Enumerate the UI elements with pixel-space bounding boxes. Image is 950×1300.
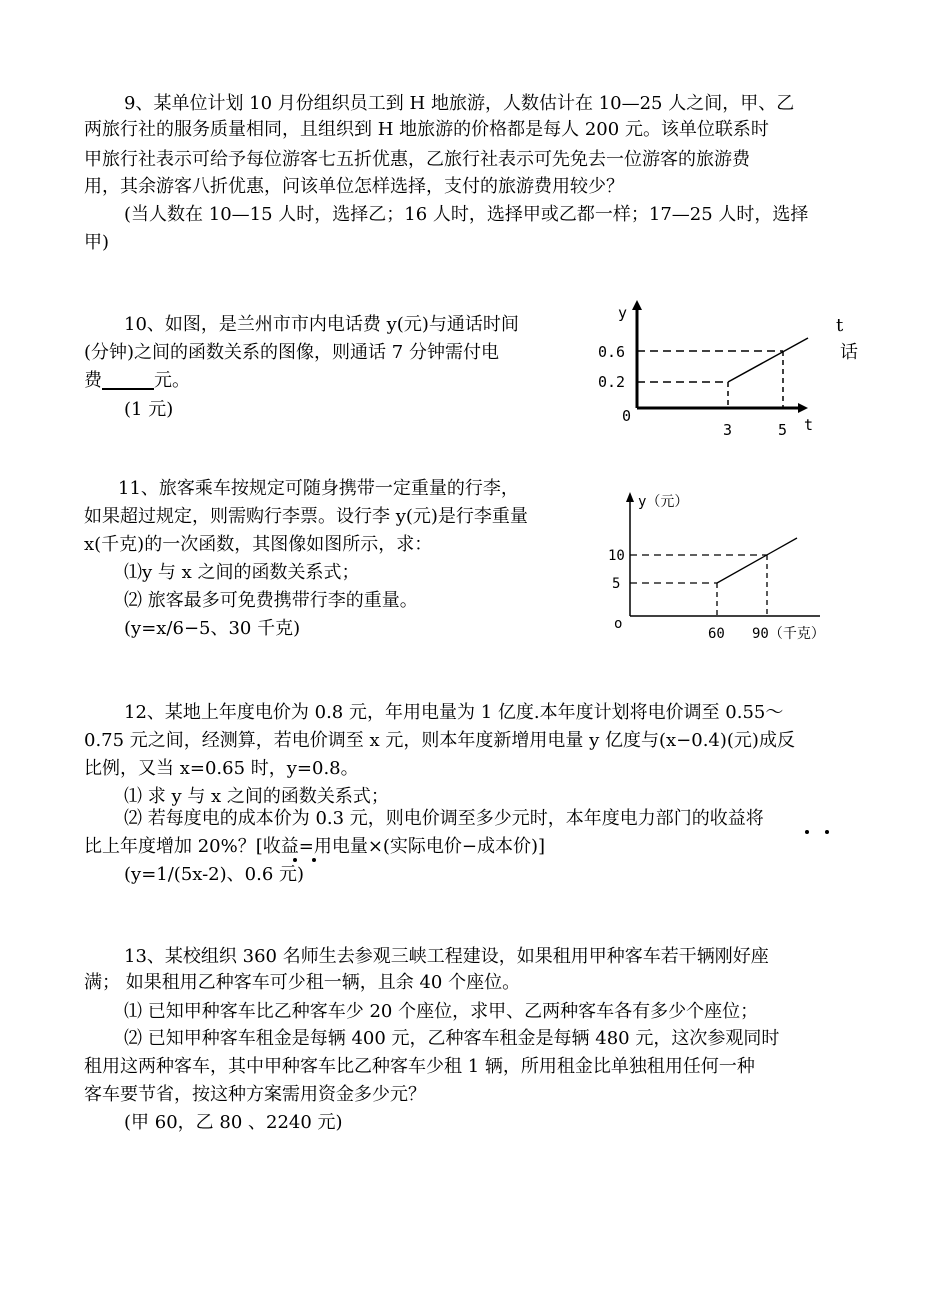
q10-y-label: y xyxy=(618,304,628,322)
q10-origin: 0 xyxy=(622,407,632,425)
q10-answer-blank xyxy=(102,370,154,390)
q12-part-2-line-1: ⑵ 若每度电的成本价为 0.3 元，则电价调至多少元时，本年度电力部门的收益将 xyxy=(124,808,764,829)
q13-part-2-line-3: 客车要节省，按这种方案需用资金多少元？ xyxy=(84,1084,426,1105)
q11-tick-5: 5 xyxy=(612,576,621,592)
q9-line-4: 用，其余游客八折优惠，问该单位怎样选择，支付的旅游费用较少？ xyxy=(84,176,624,197)
emphasis-dot xyxy=(312,858,316,862)
q12-part-2-line-2: 比上年度增加 20%？[收益=用电量×(实际电价−成本价)] xyxy=(84,836,546,857)
q11-line-1: 11、旅客乘车按规定可随身携带一定重量的行李， xyxy=(118,478,519,499)
q10-tick-06: 0.6 xyxy=(598,343,626,361)
q10-function-line xyxy=(728,338,808,382)
q10-x-label: t xyxy=(804,416,814,434)
q10-text-yuan: 元。 xyxy=(154,370,190,391)
emphasis-dot xyxy=(293,858,297,862)
q13-part-1: ⑴ 已知甲种客车比乙种客车少 20 个座位，求甲、乙两种客车各有多少个座位； xyxy=(124,1001,759,1022)
q10-tick-02: 0.2 xyxy=(598,373,626,391)
q11-line-3: x(千克)的一次函数，其图像如图所示，求： xyxy=(84,534,433,555)
q11-tick-10: 10 xyxy=(608,548,625,564)
q12-answer: (y=1/(5x-2)、0.6 元) xyxy=(124,864,305,885)
q13-part-2-line-1: ⑵ 已知甲种客车租金是每辆 400 元，乙种客车租金是每辆 480 元，这次参观同时 xyxy=(124,1028,780,1049)
q10-graph xyxy=(590,298,820,438)
q11-function-line xyxy=(717,538,797,583)
q11-y-arrow xyxy=(626,492,634,502)
q10-y-arrow xyxy=(632,300,642,310)
q10-answer: (1 元) xyxy=(124,399,174,420)
q11-graph xyxy=(600,488,840,648)
q11-line-2: 如果超过规定，则需购行李票。设行李 y(元)是行李重量 xyxy=(84,506,528,527)
q9-answer-line-1: (当人数在 10—15 人时，选择乙；16 人时，选择甲或乙都一样；17—25 人时，选择 xyxy=(124,204,809,225)
q11-tick-60: 60 xyxy=(708,626,725,642)
q10-x-arrow xyxy=(798,403,808,413)
q11-y-label: y（元） xyxy=(638,494,689,510)
q9-answer-line-2: 甲) xyxy=(84,232,110,253)
q12-part-1: ⑴ 求 y 与 x 之间的函数关系式； xyxy=(124,786,389,807)
q12-line-3: 比例，又当 x=0.65 时，y=0.8。 xyxy=(84,758,359,779)
q13-line-1: 13、某校组织 360 名师生去参观三峡工程建设，如果租用甲种客车若干辆刚好座 xyxy=(124,946,769,967)
q9-line-1: 9、某单位计划 10 月份组织员工到 H 地旅游，人数估计在 10—25 人之间，甲、乙 xyxy=(124,93,795,114)
q10-text-fei: 费 xyxy=(84,370,102,391)
q11-origin: o xyxy=(614,616,623,632)
q10-line-2: (分钟)之间的函数关系的图像，则通话 7 分钟需付电 xyxy=(84,342,499,363)
q12-line-1: 12、某地上年度电价为 0.8 元，年用电量为 1 亿度.本年度计划将电价调至 0.55～ xyxy=(124,702,784,723)
emphasis-dot xyxy=(805,830,809,834)
q11-part-2: ⑵ 旅客最多可免费携带行李的重量。 xyxy=(124,590,418,611)
q13-line-2: 满； 如果租用乙种客车可少租一辆，且余 40 个座位。 xyxy=(84,972,521,993)
q12-line-2: 0.75 元之间，经测算，若电价调至 x 元，则本年度新增用电量 y 亿度与(x−0.4)(元)成反 xyxy=(84,730,795,751)
q10-line-3 xyxy=(84,369,190,393)
q11-answer: (y=x/6−5、30 千克) xyxy=(124,618,301,639)
q10-tick-3: 3 xyxy=(723,421,733,438)
q10-tick-5: 5 xyxy=(778,421,788,438)
q13-part-2-line-2: 租用这两种客车，其中甲种客车比乙种客车少租 1 辆，所用租金比单独租用任何一种 xyxy=(84,1056,755,1077)
q11-part-1: ⑴y 与 x 之间的函数关系式； xyxy=(124,562,360,583)
q10-side-t: t xyxy=(836,315,844,336)
q9-line-3: 甲旅行社表示可给予每位游客七五折优惠，乙旅行社表示可先免去一位游客的旅游费 xyxy=(84,149,750,170)
q11-x-label: 90（千克） xyxy=(752,626,825,642)
q10-line-1: 10、如图，是兰州市市内电话费 y(元)与通话时间 xyxy=(124,314,519,335)
q10-side-hua: 话 xyxy=(840,342,858,363)
emphasis-dot xyxy=(825,830,829,834)
q9-line-2: 两旅行社的服务质量相同，且组织到 H 地旅游的价格都是每人 200 元。该单位联系时 xyxy=(84,119,769,140)
q13-answer: (甲 60，乙 80 、2240 元) xyxy=(124,1112,343,1133)
